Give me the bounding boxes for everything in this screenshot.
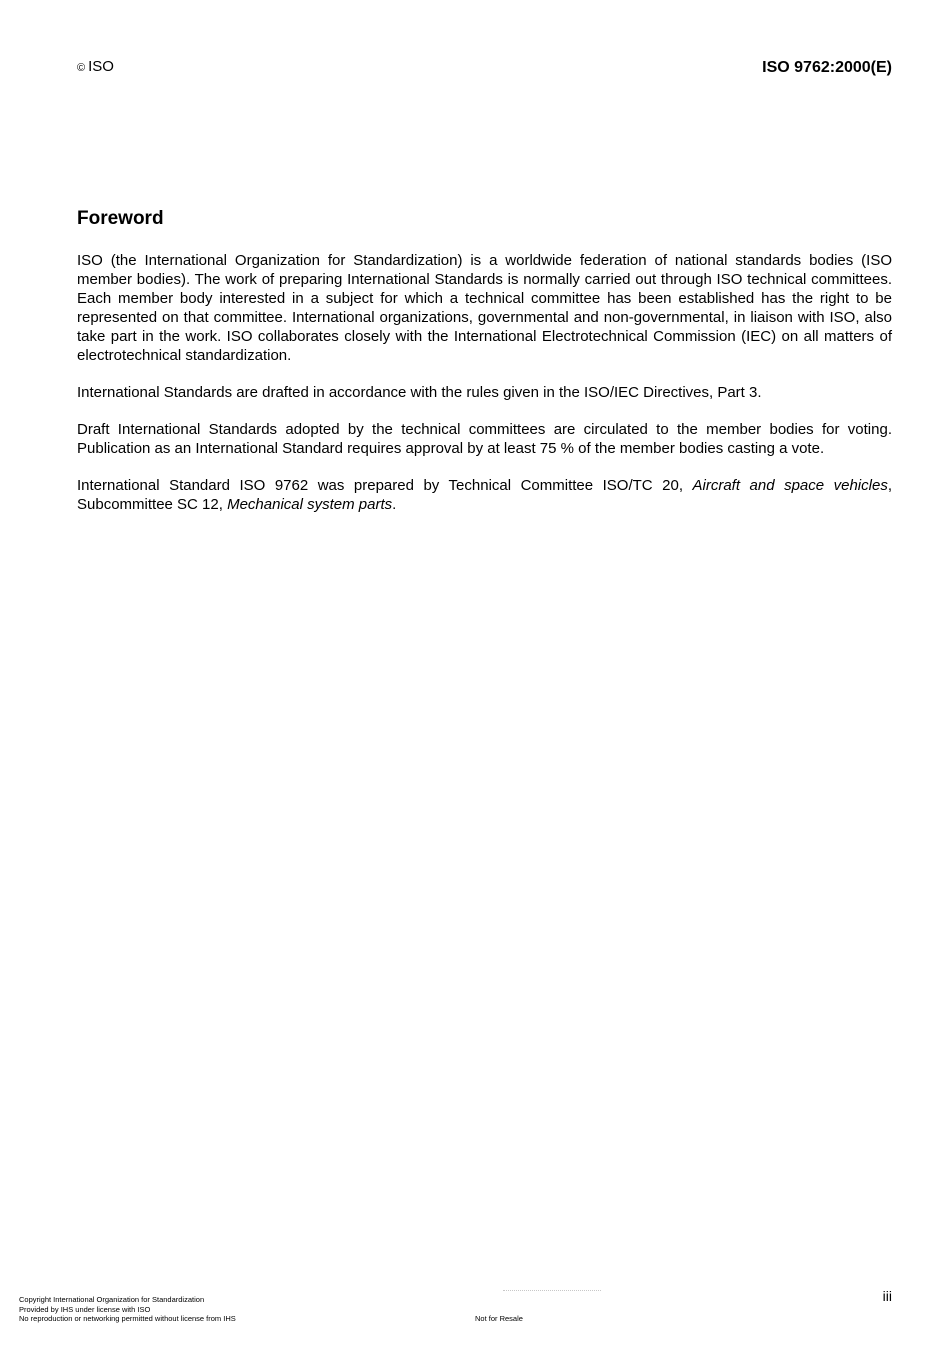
preparation-text-3: . [392, 496, 397, 513]
page-title: Foreword [77, 208, 164, 229]
footer-copyright [19, 1295, 236, 1324]
preparation-text-2: , Subcommittee SC 12, [77, 477, 892, 513]
page-number: iii [882, 1288, 892, 1304]
stamp-divider [503, 1290, 601, 1292]
document-id: ISO 9762:2000(E) [762, 59, 892, 76]
footer-line-3: No reproduction or networking permitted without license from IHS [19, 1314, 236, 1323]
preparation-text-1: International Standard ISO 9762 was prepared by Technical Committee ISO/TC 20, [77, 477, 693, 494]
footer-line-1: Copyright International Organization for Standardization [19, 1295, 205, 1304]
copyright-symbol: © [77, 62, 86, 74]
paragraph-iso-description: ISO (the International Organization for Standardization) is a worldwide federation of national standards bodies (ISO member bodies). The work of preparing International Standards is normally carried out through ISO technical committees. Each member body interested in a subject for which a technical committee has been established has the right to be represented on that committee. International organizations, governmental and non-governmental, in liaison with ISO, also take part in the work. ISO collaborates closely with the International Electrotechnical Commission (IEC) on all matters of electrotechnical standardization. [77, 252, 892, 364]
footer-line-2: Provided by IHS under license with ISO [19, 1304, 151, 1314]
header-org: ISO [88, 58, 114, 75]
committee-name: Aircraft and space vehicles [692, 477, 888, 494]
subcommittee-name: Mechanical system parts [227, 496, 393, 513]
footer-resale-notice: Not for Resale [475, 1314, 523, 1323]
paragraph-voting: Draft International Standards adopted by the technical committees are circulated to the member bodies for voting. Publication as an International Standard requires approval by at least 75 % of the member bodies casting a vote. [77, 421, 892, 457]
foreword-body [77, 251, 892, 532]
paragraph-directives: International Standards are drafted in accordance with the rules given in the ISO/IEC Directives, Part 3. [77, 384, 762, 401]
paragraph-preparation [77, 476, 892, 514]
header-copyright [77, 58, 114, 75]
